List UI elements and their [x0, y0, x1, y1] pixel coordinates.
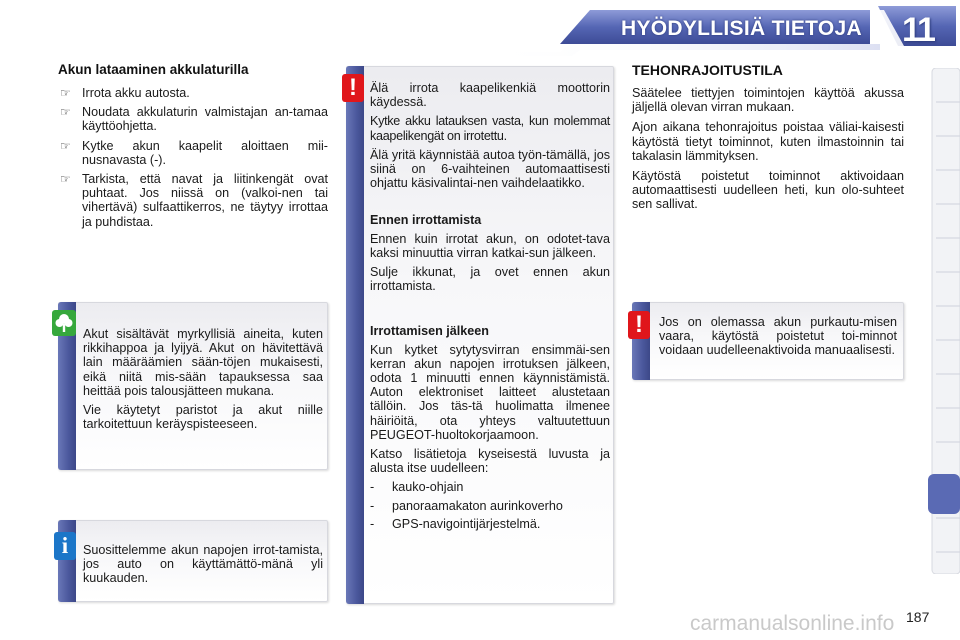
list-item: - panoraamakaton aurinkoverho [370, 498, 563, 513]
tree-icon [52, 310, 76, 336]
environment-note-box [58, 302, 328, 470]
list-item: ☞ Irrota akku autosta. [60, 86, 190, 100]
chapter-index-tabs[interactable] [928, 68, 960, 574]
after-removal-heading: Irrottamisen jälkeen [370, 324, 489, 339]
list-item: - GPS-navigointijärjestelmä. [370, 516, 541, 531]
eco-note-paragraph: Vie käytetyt paristot ja akut niille tarkoitettuun keräyspisteeseen. [83, 403, 323, 432]
page-title: HYÖDYLLISIÄ TIETOJA [620, 17, 862, 40]
discharge-warning-text: Jos on olemassa akun purkautu-misen vaara, käytöstä poistetut toi-minnot voidaan uudelleenaktivoida manuaalisesti. [659, 315, 897, 358]
after-removal-paragraph: Katso lisätietoja kyseisestä luvusta ja alusta itse uudelleen: [370, 447, 610, 476]
before-removal-paragraph: Ennen kuin irrotat akun, on odotet-tava kaksi minuuttia virran katkai-sun jälkeen. [370, 231, 610, 260]
before-removal-heading: Ennen irrottamista [370, 213, 482, 228]
pointing-hand-icon: ☞ [60, 105, 71, 120]
power-limit-paragraph: Ajon aikana tehonrajoitus poistaa väliai-kaisesti käytöstä tietyt toiminnot, kuten ilmastoinnin tai takalasin lämmityksen. [632, 120, 904, 163]
box-side-bar [346, 66, 364, 604]
info-icon: i [54, 532, 76, 560]
reinitialise-list [370, 480, 610, 531]
charging-steps-list [58, 86, 328, 234]
list-item: ☞ Tarkista, että navat ja liitinkengät ovat puhtaat. Jos niissä on (valkoi-nen tai vihertävä) sulfaattikerros, ne täytyy irrottaa ja puhdistaa. [60, 172, 328, 229]
list-item: ☞ Kytke akun kaapelit aloittaen mii-nusnavasta (-). [60, 138, 328, 167]
info-note-text: Suosittelemme akun napojen irrot-tamista, jos auto on käyttämättö-mänä yli kuukauden. [83, 543, 323, 586]
after-removal-paragraph: Kun kytket sytytysvirran ensimmäi-sen kerran akun napojen irrotuksen jälkeen, odota 1 minuutti ennen käynnistämistä. Auton elektroniset laitteet alustetaan tällöin. Jos täs-tä huolimatta ilmenee häiriöitä, ota yhteys valtuutettuun PEUGEOT-huoltokorjaamoon. [370, 342, 610, 442]
warning-exclamation-icon: ! [342, 74, 364, 102]
warning-exclamation-icon: ! [628, 311, 650, 339]
discharge-warning-box [632, 302, 904, 380]
power-limit-heading: TEHONRAJOITUSTILA [632, 62, 783, 78]
list-item: - kauko-ohjain [370, 480, 464, 495]
info-note-box [58, 520, 328, 602]
pointing-hand-icon: ☞ [60, 86, 71, 100]
watermark: carmanualsonline.info [690, 612, 895, 635]
battery-warning-box [346, 66, 614, 604]
page-number: 187 [906, 609, 930, 625]
pointing-hand-icon: ☞ [60, 138, 71, 153]
chapter-number: 11 [902, 11, 934, 49]
warning-paragraph: Älä yritä käynnistää autoa työn-tämällä, jos siinä on 6-vaihteinen automaattisesti ohjattu käsivalintai-nen vaihdelaatikko. [370, 147, 610, 191]
power-limit-paragraph: Säätelee tiettyjen toimintojen käyttöä akussa jäljellä olevan virran mukaan. [632, 86, 904, 115]
warning-paragraph: Kytke akku latauksen vasta, kun molemmat kaapelikengät on irrotettu. [370, 114, 610, 143]
battery-charging-heading: Akun lataaminen akkulaturilla [58, 62, 249, 77]
warning-paragraph: Älä irrota kaapelikenkiä moottorin käydessä. [370, 81, 610, 110]
before-removal-paragraph: Sulje ikkunat, ja ovet ennen akun irrottamista. [370, 265, 610, 294]
power-limit-paragraph: Käytöstä poistetut toiminnot aktivoidaan automaattisesti uudelleen heti, kun olo-suhteet sen sallivat. [632, 169, 904, 212]
pointing-hand-icon: ☞ [60, 172, 71, 187]
eco-note-paragraph: Akut sisältävät myrkyllisiä aineita, kuten rikkihappoa ja lyijyä. Akut on hävitettävä lain määräämien sään-töjen mukaisesti, eikä niitä mis-sään tapauksessa saa heittää pois talousjätteen mukana. [83, 327, 323, 398]
list-item: ☞ Noudata akkulaturin valmistajan an-tamaa käyttöohjetta. [60, 105, 328, 134]
